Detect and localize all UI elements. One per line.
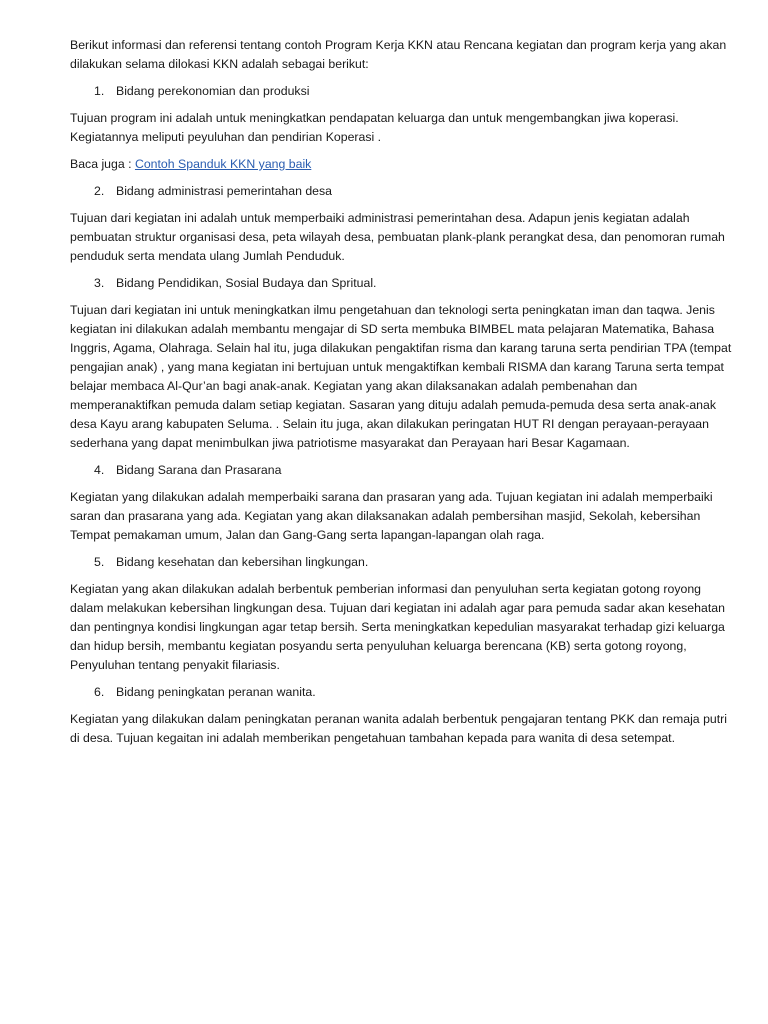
read-also-line (70, 155, 736, 174)
section-title: Bidang peningkatan peranan wanita. (116, 685, 316, 699)
read-also-link[interactable]: Contoh Spanduk KKN yang baik (134, 157, 312, 171)
read-also-prefix: Baca juga : (70, 157, 135, 171)
section-number: 3. (94, 276, 105, 290)
section-number: 1. (94, 84, 105, 98)
section-title: Bidang administrasi pemerintahan desa (116, 184, 333, 198)
intro-paragraph: Berikut informasi dan referensi tentang contoh Program Kerja KKN atau Rencana kegiatan dan program kerja yang akan dilakukan selama dilokasi KKN adalah sebagai berikut: (70, 38, 727, 71)
document-page (70, 36, 736, 756)
section-body: Tujuan program ini adalah untuk meningkatkan pendapatan keluarga dan untuk mengembangkan jiwa koperasi. Kegiatannya meliputi peyuluhan dan pendirian Koperasi . (70, 111, 679, 144)
section-number: 4. (94, 463, 105, 477)
section-title: Bidang perekonomian dan produksi (116, 84, 310, 98)
section-number: 6. (94, 685, 105, 699)
section-body: Kegiatan yang dilakukan dalam peningkatan peranan wanita adalah berbentuk pengajaran tentang PKK dan remaja putri di desa. Tujuan kegaitan ini adalah memberikan pengetahuan tambahan kepada para wanita di desa setempat. (70, 712, 727, 745)
section-number: 2. (94, 184, 105, 198)
section-body: Kegiatan yang dilakukan adalah memperbaiki sarana dan prasaran yang ada. Tujuan kegiatan ini adalah memperbaiki saran dan prasarana yang ada. Kegiatan yang akan dilaksanakan adalah pembersihan masjid, Sekolah, kebersihan Tempat pemakaman umum, Jalan dan Gang-Gang serta lapangan-lapangan olah raga. (70, 490, 713, 542)
section-heading (70, 182, 736, 201)
section-title: Bidang Pendidikan, Sosial Budaya dan Spritual. (116, 276, 377, 290)
section-heading (70, 683, 736, 702)
section-heading (70, 553, 736, 572)
section-body: Tujuan dari kegiatan ini adalah untuk memperbaiki administrasi pemerintahan desa. Adapun jenis kegiatan adalah pembuatan struktur organisasi desa, peta wilayah desa, pembuatan plank-plank perangkat desa, dan penomoran rumah penduduk serta mendata ulang Jumlah Penduduk. (70, 211, 725, 263)
section-heading (70, 82, 736, 101)
section-title: Bidang kesehatan dan kebersihan lingkungan. (116, 555, 369, 569)
section-title: Bidang Sarana dan Prasarana (116, 463, 282, 477)
section-heading (70, 461, 736, 480)
section-body: Kegiatan yang akan dilakukan adalah berbentuk pemberian informasi dan penyuluhan serta kegiatan gotong royong dalam melakukan kebersihan lingkungan desa. Tujuan dari kegiatan ini adalah agar para pemuda sadar akan kesehatan dan pentingnya kondisi lingkungan agar tetap bersih. Serta meningkatkan kepedulian masyarakat terhadap gizi keluarga dan hidup bersih, membantu kegiatan posyandu serta penyuluhan keluarga berencana (KB) serta gotong royong, Penyuluhan tentang penyakit filariasis. (70, 582, 725, 672)
section-heading (70, 274, 736, 293)
section-number: 5. (94, 555, 105, 569)
section-body: Tujuan dari kegiatan ini untuk meningkatkan ilmu pengetahuan dan teknologi serta peningkatan iman dan taqwa. Jenis kegiatan ini dilakukan adalah membantu mengajar di SD serta membuka BIMBEL mata pelajaran Matematika, Bahasa Inggris, Agama, Olahraga. Selain hal itu, juga dilakukan pengaktifan risma dan karang taruna serta pendirian TPA (tempat pengajian anak) , yang mana kegiatan ini bertujuan untuk mengaktifkan kembali RISMA dan karang Taruna serta tempat belajar membaca Al-Qur’an bagi anak-anak. Kegiatan yang akan dilaksanakan adalah pembenahan dan memperanaktifkan pemuda dalam setiap kegiatan. Sasaran yang dituju adalah pemuda-pemuda desa serta anak-anak desa Kayu arang kabupaten Seluma. . Selain itu juga, akan dilakukan peringatan HUT RI dengan perayaan-perayaan sederhana yang dapat menimbulkan jiwa patriotisme masyarakat dan Perayaan hari Besar Kagamaan. (70, 303, 732, 450)
